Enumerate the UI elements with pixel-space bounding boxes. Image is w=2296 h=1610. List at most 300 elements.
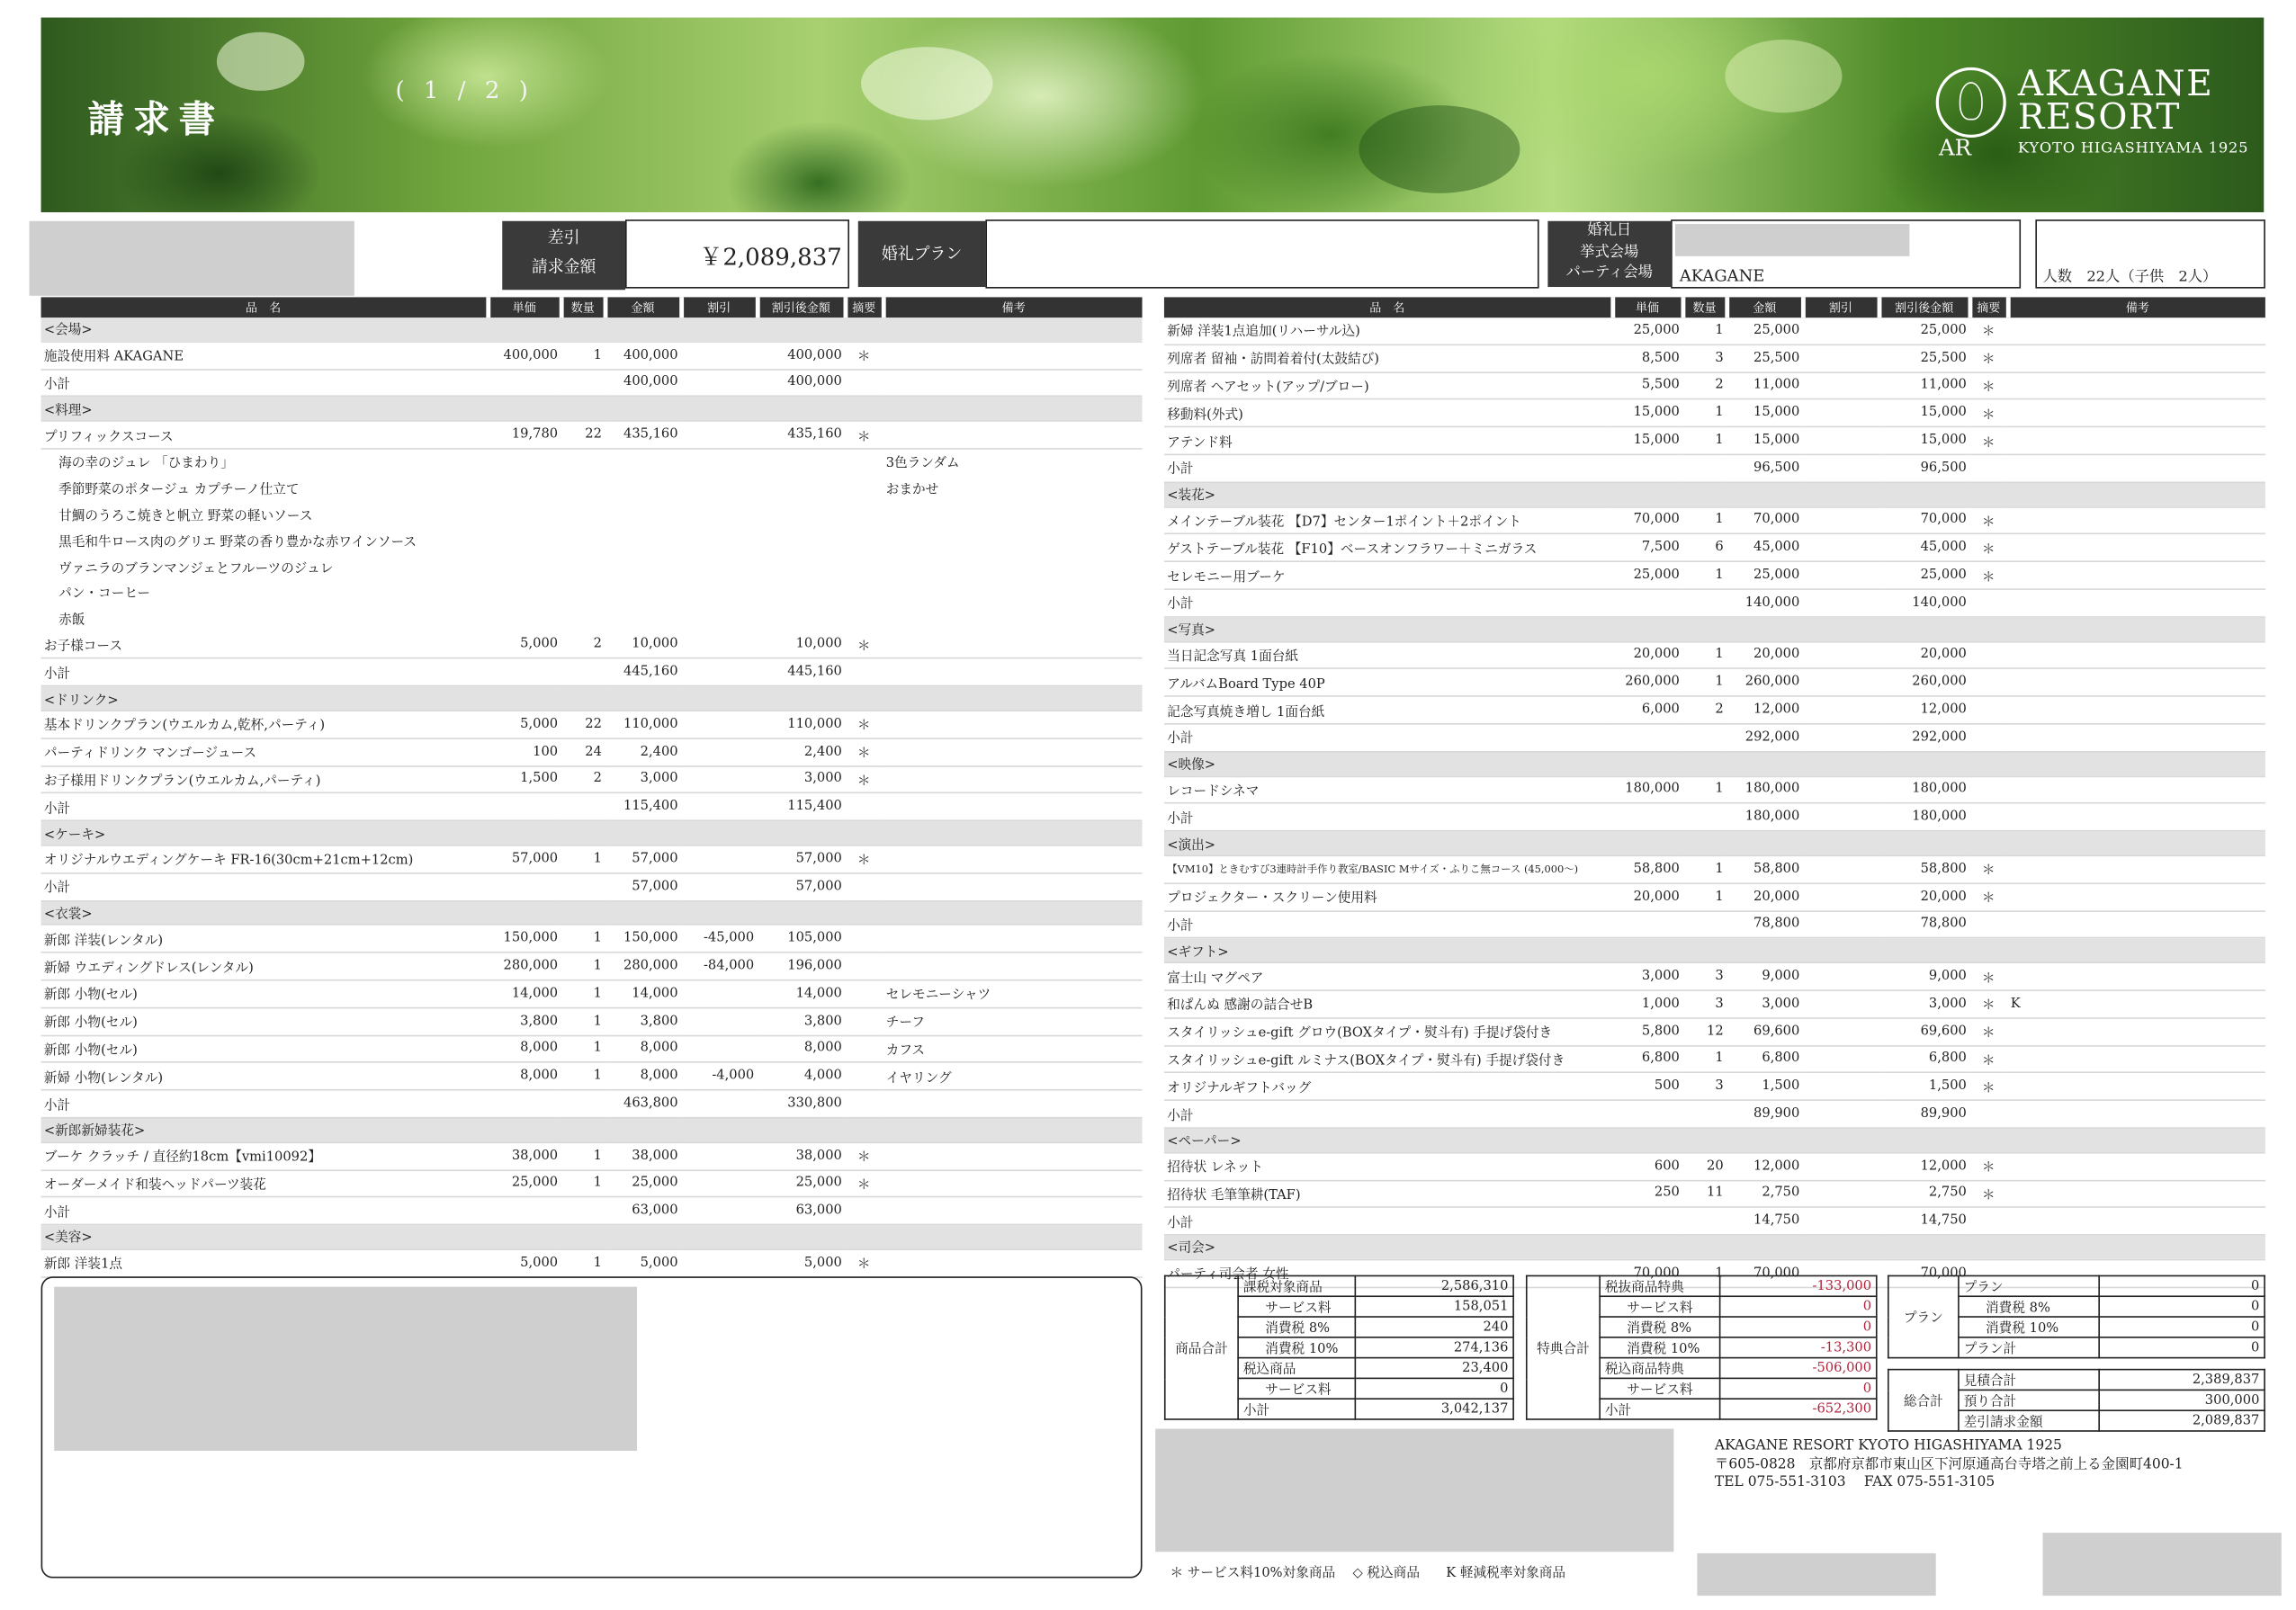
column-header: 備考: [883, 297, 1142, 318]
unit-price: 400,000: [488, 342, 561, 370]
item-name: スタイリッシュe-gift ルミナス(BOXタイプ・熨斗有) 手提げ袋付き: [1164, 1045, 1612, 1073]
company-contact: TEL 075-551-3103 FAX 075-551-3105: [1714, 1473, 1996, 1490]
discount: [681, 980, 758, 1008]
amount: 150,000: [605, 925, 681, 953]
discount: [1803, 855, 1879, 883]
unit-price: 6,800: [1612, 1045, 1682, 1073]
empty-cell: [561, 502, 605, 528]
service-mark: ＊: [845, 1169, 883, 1197]
empty-cell: [681, 449, 758, 476]
amount: 25,000: [1726, 561, 1803, 589]
empty-cell: [605, 605, 681, 631]
service-mark: [845, 793, 883, 821]
item-name: 新郎 小物(セル): [41, 980, 488, 1008]
amount-after-discount: 110,000: [757, 711, 845, 738]
category-row: [41, 397, 1143, 421]
column-header: 単価: [1612, 297, 1682, 318]
summary-value: 23,400: [1355, 1358, 1513, 1379]
item-note: 3色ランダム: [885, 457, 960, 472]
summary-value: 158,051: [1355, 1296, 1513, 1317]
quantity: 1: [561, 980, 605, 1008]
item-note: [2007, 318, 2265, 344]
subtotal-row: [1164, 589, 2265, 617]
quantity: [1682, 724, 1726, 752]
summary-value: 0: [1720, 1378, 1877, 1399]
empty-cell: [561, 528, 605, 554]
discount: [681, 342, 758, 370]
empty-cell: [605, 528, 681, 554]
unit-price: 20,000: [1612, 641, 1682, 669]
table-header: [41, 297, 1143, 318]
item-name: ブーケ クラッチ / 直径約18cm【vmi10092】: [41, 1142, 488, 1170]
plan-label: 婚礼プラン: [858, 221, 986, 287]
item-note: [2007, 1045, 2265, 1073]
discount: [681, 1142, 758, 1170]
service-mark: ＊: [1969, 1180, 2007, 1208]
quantity: 2: [561, 765, 605, 793]
item-note: [2007, 641, 2265, 669]
summary-label: サービス料: [1238, 1296, 1355, 1317]
unit-price: 25,000: [1612, 561, 1682, 589]
item-note: イヤリング: [883, 1062, 1142, 1090]
table-row: [1164, 318, 2265, 344]
item-note: [883, 925, 1142, 953]
unit-price: [488, 658, 561, 686]
empty-cell: [605, 554, 681, 580]
amount: 280,000: [605, 953, 681, 980]
unit-price: 5,000: [488, 631, 561, 658]
summary-value: -133,000: [1720, 1275, 1877, 1296]
unit-price: [488, 1090, 561, 1118]
amount: 400,000: [605, 369, 681, 397]
empty-cell: [488, 449, 561, 476]
summary-label: 税込商品特典: [1600, 1358, 1719, 1379]
item-name: セレモニー用ブーケ: [1164, 561, 1612, 589]
column-header: 摘要: [845, 297, 883, 318]
item-name: 小計: [41, 1197, 488, 1225]
item-note: [2007, 669, 2265, 697]
unit-price: 25,000: [488, 1169, 561, 1197]
service-mark: [1969, 669, 2007, 697]
table-row: [1164, 776, 2265, 804]
quantity: 1: [561, 1062, 605, 1090]
amount-after-discount: 58,800: [1879, 855, 1969, 883]
amount-after-discount: 12,000: [1879, 1152, 1969, 1180]
logo-subtitle: KYOTO HIGASHIYAMA 1925: [2017, 140, 2249, 157]
empty-cell: [561, 476, 605, 502]
amount-after-discount: 115,400: [757, 793, 845, 821]
empty-cell: [757, 476, 845, 502]
item-name: 新郎 小物(セル): [41, 1035, 488, 1063]
discount: [1803, 534, 1879, 562]
amount: 70,000: [1726, 506, 1803, 534]
empty-cell: [845, 579, 883, 605]
empty-cell: [845, 476, 883, 502]
item-name: 招待状 毛筆筆耕(TAF): [1164, 1180, 1612, 1208]
amount-after-discount: 14,750: [1879, 1207, 1969, 1235]
empty-cell: [488, 502, 561, 528]
category-row: [41, 1118, 1143, 1142]
item-name: 新婦 小物(レンタル): [41, 1062, 488, 1090]
service-mark: [845, 1007, 883, 1035]
amount: 57,000: [605, 872, 681, 900]
category-row: [1164, 938, 2265, 962]
item-note: [2007, 506, 2265, 534]
quantity: [561, 369, 605, 397]
item-note: [883, 1142, 1142, 1170]
item-name: 赤飯: [58, 613, 85, 629]
empty-cell: [757, 528, 845, 554]
item-note: [883, 711, 1142, 738]
empty-cell: [605, 502, 681, 528]
amount-after-discount: 330,800: [757, 1090, 845, 1118]
discount: [1803, 506, 1879, 534]
amount-after-discount: 15,000: [1879, 399, 1969, 427]
amount-after-discount: 6,800: [1879, 1045, 1969, 1073]
amount: 15,000: [1726, 427, 1803, 455]
balance-amount-box: [625, 219, 849, 288]
quantity: 20: [1682, 1152, 1726, 1180]
item-name: オリジナルウエディングケーキ FR-16(30cm+21cm+12cm): [41, 845, 488, 873]
empty-cell: [757, 502, 845, 528]
table-row: [41, 765, 1143, 793]
table-row: [1164, 990, 2265, 1018]
amount: 435,160: [605, 421, 681, 449]
amount: 400,000: [605, 342, 681, 370]
service-mark: [845, 658, 883, 686]
discount: [1803, 962, 1879, 990]
service-mark: ＊: [1969, 883, 2007, 911]
summary-label: 預り合計: [1959, 1390, 2099, 1410]
summary-label: 消費税 8%: [1959, 1296, 2099, 1317]
item-note: [2007, 1018, 2265, 1046]
empty-cell: [757, 554, 845, 580]
amount: 5,000: [605, 1249, 681, 1277]
wedding-date-label: 婚礼日: [1587, 222, 1632, 239]
item-name: 記念写真焼き増し 1面台紙: [1164, 696, 1612, 724]
item-note: [2007, 561, 2265, 589]
amount-after-discount: 435,160: [757, 421, 845, 449]
amount: 14,000: [605, 980, 681, 1008]
course-item-row: [41, 605, 1143, 631]
table-row: [1164, 561, 2265, 589]
subtotal-row: [1164, 803, 2265, 831]
quantity: 1: [1682, 883, 1726, 911]
quantity: 1: [1682, 506, 1726, 534]
table-row: [1164, 1045, 2265, 1073]
unit-price: [1612, 1100, 1682, 1128]
table-row: [41, 1249, 1143, 1277]
category-row: [41, 686, 1143, 711]
empty-cell: [845, 605, 883, 631]
subtotal-row: [41, 369, 1143, 397]
item-name: 小計: [41, 369, 488, 397]
amount: 445,160: [605, 658, 681, 686]
discount: [681, 1035, 758, 1063]
discount: [1803, 1073, 1879, 1101]
item-name: 移動料(外式): [1164, 399, 1612, 427]
amount: 110,000: [605, 711, 681, 738]
item-note: セレモニーシャツ: [883, 980, 1142, 1008]
quantity: 6: [1682, 534, 1726, 562]
summary-row: [1165, 1275, 1513, 1296]
discount: [681, 711, 758, 738]
redacted-seal: [2043, 1533, 2282, 1596]
subtotal-row: [41, 1090, 1143, 1118]
amount: 180,000: [1726, 803, 1803, 831]
unit-price: 57,000: [488, 845, 561, 873]
redacted-remarks: [54, 1287, 637, 1451]
quantity: 1: [1682, 427, 1726, 455]
balance-amount: ￥2,089,837: [699, 243, 842, 272]
quantity: 1: [1682, 776, 1726, 804]
item-note: [2007, 1073, 2265, 1101]
service-mark: [845, 872, 883, 900]
empty-cell: [561, 554, 605, 580]
item-name: 小計: [1164, 589, 1612, 617]
redacted-stamp-area: [1155, 1429, 1673, 1552]
discount: [1803, 427, 1879, 455]
summary-label: 消費税 10%: [1959, 1317, 2099, 1337]
table-row: [41, 1035, 1143, 1063]
service-mark: ＊: [1969, 1018, 2007, 1046]
item-note: [2007, 803, 2265, 831]
summary-value: 0: [2099, 1337, 2265, 1358]
service-mark: ＊: [1969, 534, 2007, 562]
item-note: [2007, 776, 2265, 804]
item-note: [883, 1090, 1142, 1118]
discount: [681, 872, 758, 900]
summary-group-label: 総合計: [1888, 1370, 1959, 1431]
discount: -4,000: [681, 1062, 758, 1090]
amount-after-discount: 12,000: [1879, 696, 1969, 724]
amount-after-discount: 63,000: [757, 1197, 845, 1225]
subtotal-row: [41, 658, 1143, 686]
amount-after-discount: 11,000: [1879, 372, 1969, 400]
quantity: 22: [561, 711, 605, 738]
amount-after-discount: 2,400: [757, 738, 845, 766]
unit-price: [1612, 803, 1682, 831]
table-row: [41, 925, 1143, 953]
discount: [681, 1249, 758, 1277]
balance-label-line1: 差引: [547, 228, 580, 248]
discount: -45,000: [681, 925, 758, 953]
item-note: [883, 793, 1142, 821]
amount: 20,000: [1726, 883, 1803, 911]
discount: [1803, 454, 1879, 482]
unit-price: [488, 793, 561, 821]
item-note: [883, 953, 1142, 980]
course-item-row: [41, 476, 1143, 502]
service-mark: ＊: [845, 421, 883, 449]
quantity: 1: [1682, 855, 1726, 883]
course-item-row: [41, 528, 1143, 554]
quantity: 2: [1682, 372, 1726, 400]
service-mark: ＊: [1969, 1045, 2007, 1073]
table-row: [1164, 1018, 2265, 1046]
item-name: 季節野菜のポタージュ カプチーノ仕立て: [58, 483, 300, 498]
unit-price: 180,000: [1612, 776, 1682, 804]
service-mark: ＊: [845, 631, 883, 658]
amount-after-discount: 105,000: [757, 925, 845, 953]
discount: [681, 1169, 758, 1197]
table-row: [1164, 669, 2265, 697]
service-mark: [1969, 1207, 2007, 1235]
column-header: 割引: [681, 297, 758, 318]
amount-after-discount: 3,800: [757, 1007, 845, 1035]
service-mark: ＊: [845, 1142, 883, 1170]
unit-price: 8,500: [1612, 344, 1682, 372]
amount: 57,000: [605, 845, 681, 873]
unit-price: [488, 369, 561, 397]
unit-price: [488, 872, 561, 900]
category-label: <新郎新婦装花>: [41, 1118, 1143, 1142]
table-row: [41, 1007, 1143, 1035]
quantity: [1682, 910, 1726, 938]
unit-price: [1612, 910, 1682, 938]
service-mark: [845, 1090, 883, 1118]
discount: [681, 845, 758, 873]
quantity: 1: [1682, 641, 1726, 669]
service-mark: [845, 953, 883, 980]
amount-after-discount: 14,000: [757, 980, 845, 1008]
empty-cell: [605, 476, 681, 502]
item-note: [883, 631, 1142, 658]
amount-after-discount: 78,800: [1879, 910, 1969, 938]
quantity: 3: [1682, 1073, 1726, 1101]
plan-summary-table: [1888, 1275, 2265, 1359]
item-name: 列席者 ヘアセット(アップ/ブロー): [1164, 372, 1612, 400]
amount-after-discount: 445,160: [757, 658, 845, 686]
company-address: 〒605-0828 京都府京都市東山区下河原通高台寺塔之前上る金園町400-1: [1714, 1455, 2184, 1472]
item-note: [883, 605, 1142, 631]
amount: 115,400: [605, 793, 681, 821]
table-row: [41, 1169, 1143, 1197]
empty-cell: [845, 528, 883, 554]
service-mark: ＊: [1969, 1073, 2007, 1101]
discount: [1803, 1045, 1879, 1073]
amount: 1,500: [1726, 1073, 1803, 1101]
party-venue-value: AKAGANE: [1679, 266, 1765, 286]
summary-value: 0: [1720, 1296, 1877, 1317]
table-row: [41, 980, 1143, 1008]
category-row: [1164, 831, 2265, 855]
document-title: 請求書: [87, 98, 225, 141]
banner-foliage: [861, 47, 992, 120]
item-name: パン・コーヒー: [58, 587, 151, 603]
item-name: お子様用ドリンクプラン(ウエルカム,パーティ): [41, 765, 488, 793]
service-mark: [845, 980, 883, 1008]
page-indicator: ( 1 / 2 ): [395, 76, 534, 104]
service-mark: ＊: [845, 765, 883, 793]
table-row: [1164, 883, 2265, 911]
table-row: [1164, 1152, 2265, 1180]
balance-label: [502, 221, 625, 290]
empty-cell: [845, 502, 883, 528]
item-name: アテンド料: [1164, 427, 1612, 455]
table-row: [41, 1062, 1143, 1090]
discount: [1803, 561, 1879, 589]
amount: 45,000: [1726, 534, 1803, 562]
empty-cell: [488, 605, 561, 631]
table-row: [1164, 855, 2265, 883]
item-note: [2007, 696, 2265, 724]
unit-price: 8,000: [488, 1062, 561, 1090]
discount: [1803, 1180, 1879, 1208]
summary-value: 2,389,837: [2099, 1370, 2265, 1391]
quantity: [561, 793, 605, 821]
discount: [1803, 910, 1879, 938]
quantity: [1682, 803, 1726, 831]
column-header: 摘要: [1969, 297, 2007, 318]
amount: 3,000: [605, 765, 681, 793]
service-mark: [1969, 641, 2007, 669]
amount-after-discount: 140,000: [1879, 589, 1969, 617]
amount-after-discount: 69,600: [1879, 1018, 1969, 1046]
discount: [1803, 990, 1879, 1018]
item-note: [883, 342, 1142, 370]
discount: [1803, 669, 1879, 697]
amount-after-discount: 45,000: [1879, 534, 1969, 562]
discount: [681, 765, 758, 793]
item-note: [2007, 1100, 2265, 1128]
item-note: [883, 658, 1142, 686]
service-mark: ＊: [845, 342, 883, 370]
unit-price: 3,800: [488, 1007, 561, 1035]
item-name: 小計: [1164, 454, 1612, 482]
quantity: 1: [561, 1249, 605, 1277]
empty-cell: [605, 449, 681, 476]
item-note: [2007, 1180, 2265, 1208]
redacted-customer-name: [30, 221, 354, 296]
summary-value: 0: [2099, 1275, 2265, 1296]
unit-price: 15,000: [1612, 427, 1682, 455]
discount: [681, 421, 758, 449]
quantity: 3: [1682, 990, 1726, 1018]
amount-after-discount: 20,000: [1879, 883, 1969, 911]
summary-label: 消費税 8%: [1238, 1317, 1355, 1337]
item-name: 列席者 留袖・訪問着着付(太鼓結び): [1164, 344, 1612, 372]
unit-price: 3,000: [1612, 962, 1682, 990]
summary-label: プラン: [1959, 1275, 2099, 1296]
service-mark: ＊: [1969, 427, 2007, 455]
item-name: オーダーメイド和装ヘッドパーツ装花: [41, 1169, 488, 1197]
discount: [1803, 372, 1879, 400]
item-name: プリフィックスコース: [41, 421, 488, 449]
amount-after-discount: 89,900: [1879, 1100, 1969, 1128]
unit-price: 6,000: [1612, 696, 1682, 724]
service-mark: ＊: [1969, 962, 2007, 990]
amount: 70,000: [1726, 1259, 1803, 1287]
item-name: メインテーブル装花 【D7】センター1ポイント＋2ポイント: [1164, 506, 1612, 534]
summary-label: プラン計: [1959, 1337, 2099, 1358]
summary-value: 274,136: [1355, 1337, 1513, 1358]
item-name: 海の幸のジュレ 「ひまわり」: [58, 457, 234, 472]
summary-row: [1888, 1370, 2265, 1391]
summary-label: サービス料: [1238, 1378, 1355, 1399]
table-row: [41, 953, 1143, 980]
table-row: [1164, 344, 2265, 372]
item-name: 小計: [41, 872, 488, 900]
table-row: [1164, 1180, 2265, 1208]
empty-cell: [488, 476, 561, 502]
item-note: [883, 1197, 1142, 1225]
right-items-table: [1164, 297, 2265, 1287]
empty-cell: [488, 528, 561, 554]
summary-label: 見積合計: [1959, 1370, 2099, 1391]
item-note: [2007, 534, 2265, 562]
amount-after-discount: 57,000: [757, 872, 845, 900]
